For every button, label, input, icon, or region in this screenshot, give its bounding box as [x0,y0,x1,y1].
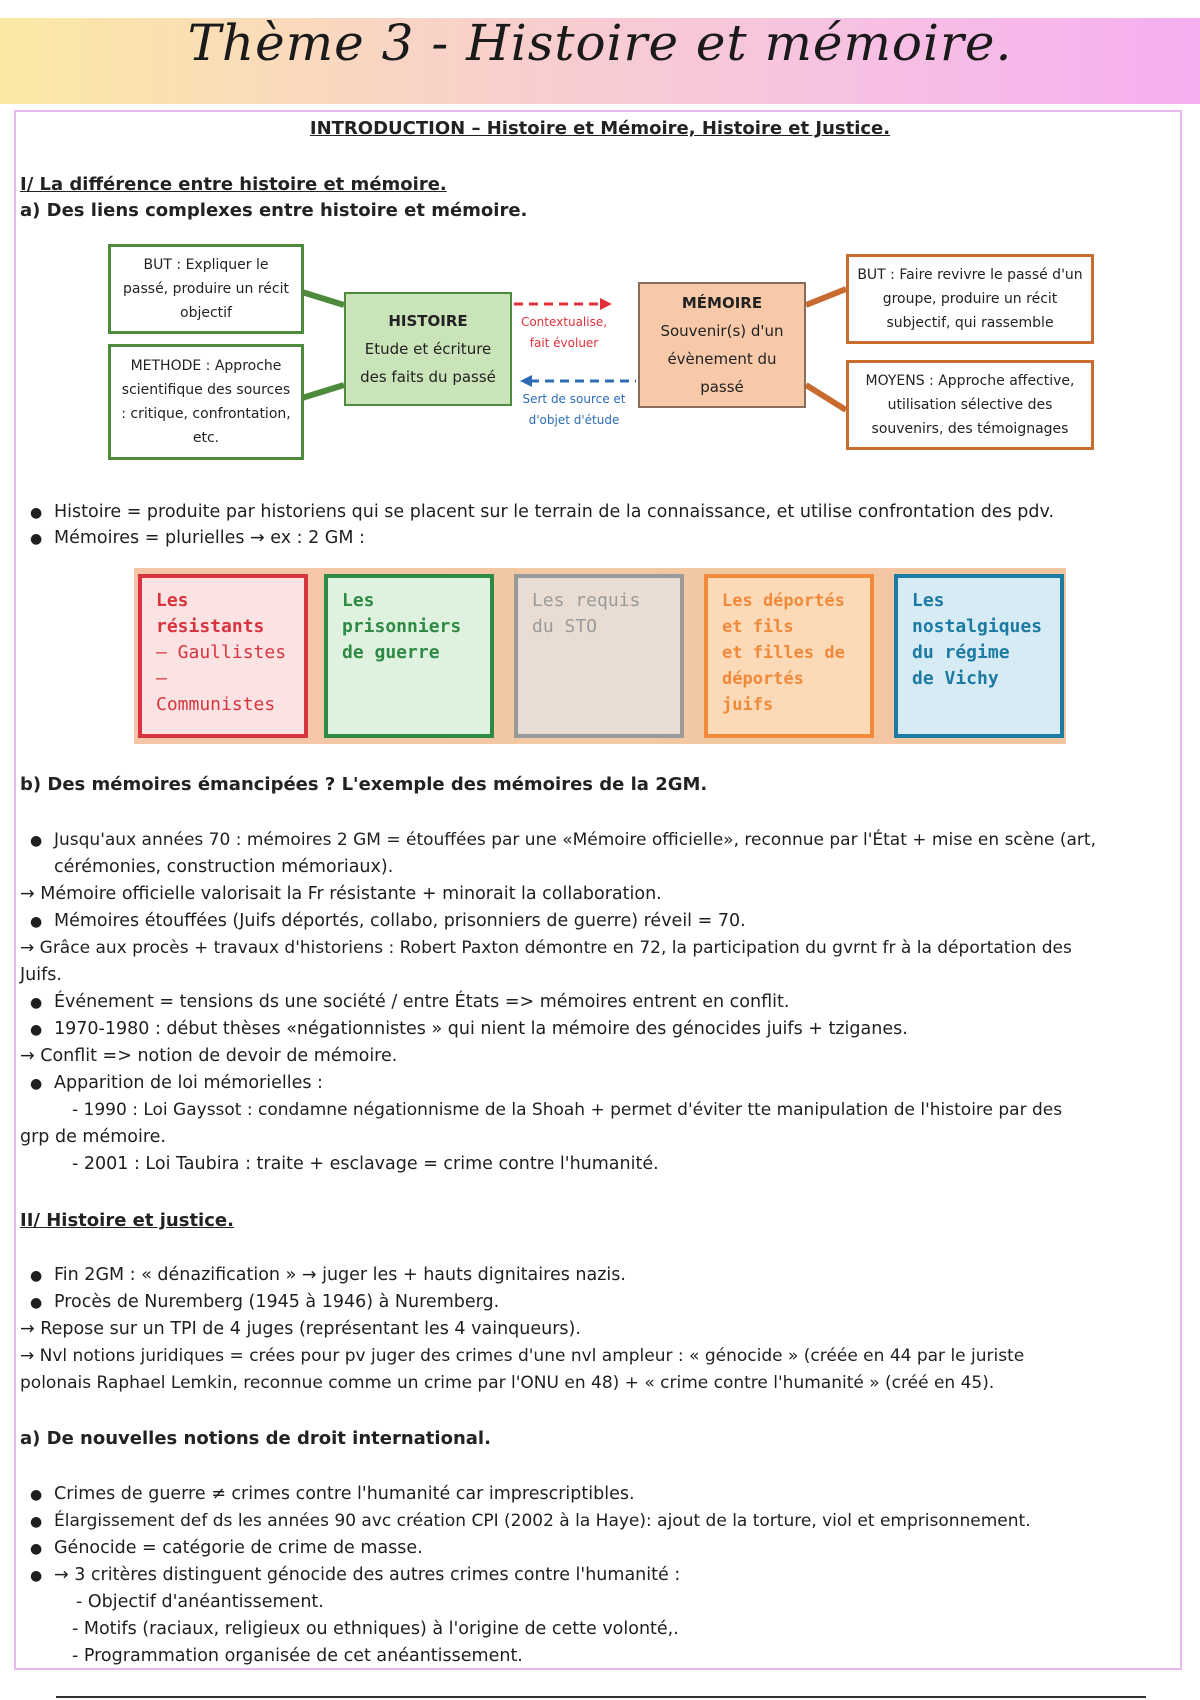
connector-but-histoire [302,292,344,305]
memory-line: nostalgiques [912,616,1043,637]
memoire-moyens-box: MOYENS : Approche affective, utilisation sélective des souvenirs, des témoignages [846,360,1094,450]
bullet-item: ● Apparition de loi mémorielles : [30,1073,323,1093]
arrow-bottom-label: Sert de source et d'objet d'étude [522,392,626,427]
text-line: - 2001 : Loi Taubira : traite + esclavage = crime contre l'humanité. [72,1154,659,1174]
bullet-item: ● Événement = tensions ds une société / entre États => mémoires entrent en conflit. [30,992,790,1012]
section-1a-heading: a) Des liens complexes entre histoire et mémoire. [20,200,528,221]
bullet-item: ● Procès de Nuremberg (1945 à 1946) à Nuremberg. [30,1292,500,1312]
arrow-top-label: Contextualise, fait évoluer [520,315,608,350]
text-line: - Objectif d'anéantissement. [76,1592,324,1612]
memoire-but-box: BUT : Faire revivre le passé d'un groupe, produire un récit subjectif, qui rassemble [846,254,1094,344]
memory-sto-box [514,574,684,738]
memory-line: du STO [532,616,598,637]
connector-memoire-moyens [806,385,846,410]
section-1b-heading: b) Des mémoires émancipées ? L'exemple des mémoires de la 2GM. [20,774,708,795]
memory-line: prisonniers [342,616,462,637]
text-line: polonais Raphael Lemkin, reconnue comme un crime par l'ONU en 48) + « crime contre l'humanité » (créé en 45). [20,1373,995,1393]
intro-heading: INTRODUCTION – Histoire et Mémoire, Histoire et Justice. [309,118,891,139]
histoire-box [344,292,512,406]
memory-line: de Vichy [912,668,999,689]
bullet-item: ● Mémoires étouffées (Juifs déportés, collabo, prisonniers de guerre) réveil = 70. [30,911,746,931]
memory-line: Les résistants [156,590,265,637]
section-2-heading: II/ Histoire et justice. [20,1210,234,1231]
text-line: - 1990 : Loi Gayssot : condamne négationnisme de la Shoah + permet d'éviter tte manipulation de l'histoire par des [72,1100,1063,1120]
memory-deportes-box [704,574,874,738]
arrow-head-right-icon [600,298,612,310]
section-2a-heading: a) De nouvelles notions de droit international. [20,1428,491,1449]
text-line: - Programmation organisée de cet anéantissement. [72,1646,523,1666]
memory-line: Les déportés [722,591,845,611]
section-1-heading: I/ La différence entre histoire et mémoire. [20,174,447,195]
memory-line: Les [912,590,945,611]
bullet-item: ● Crimes de guerre ≠ crimes contre l'humanité car imprescriptibles. [30,1484,635,1504]
memory-resistants-box [138,574,308,738]
bullet-item: ● Génocide = catégorie de crime de masse. [30,1538,423,1558]
bullet-item: ● Fin 2GM : « dénazification » → juger les + hauts dignitaires nazis. [30,1265,626,1285]
bullet-item: ● Élargissement def ds les années 90 avc création CPI (2002 à la Haye): ajout de la torture, viol et emprisonnement. [30,1511,1031,1531]
memory-line: et filles de [722,643,845,663]
bullet-item: ● Histoire = produite par historiens qui se placent sur le terrain de la connaissance, et utilise confrontation des pdv. [30,502,1055,522]
histoire-desc: Etude et écriture des faits du passé [360,340,496,386]
memory-prisonniers-box [324,574,494,738]
memory-line: Les [342,590,375,611]
histoire-methode-box: METHODE : Approche scientifique des sources : critique, confrontation, etc. [108,344,304,460]
memory-line: – Gaullistes [156,642,287,663]
memoire-box [638,282,806,408]
memory-line: de guerre [342,642,440,663]
text-line: → Grâce aux procès + travaux d'historiens : Robert Paxton démontre en 72, la participation du gvrnt fr à la déportation des [20,938,1072,958]
memory-line: déportés juifs [722,669,804,715]
connector-memoire-but [806,289,846,305]
text-line: - Motifs (raciaux, religieux ou ethniques) à l'origine de cette volonté,. [72,1619,679,1639]
memoire-desc: Souvenir(s) d'un évènement du passé [660,322,784,396]
memory-line: – Communistes [156,668,276,715]
bullet-item: ● 1970-1980 : début thèses «négationnistes » qui nient la mémoire des génocides juifs + tziganes. [30,1019,908,1039]
text-line: → Mémoire officielle valorisait la Fr résistante + minorait la collaboration. [20,884,662,904]
bottom-rule [56,1696,1146,1698]
memory-vichy-box [894,574,1064,738]
arrow-head-left-icon [520,375,532,387]
text-line: → Nvl notions juridiques = crées pour pv juger des crimes d'une nvl ampleur : « génocide » (créée en 44 par le juriste [20,1346,1025,1366]
histoire-but-box: BUT : Expliquer le passé, produire un récit objectif [108,244,304,334]
bullet-item: ● → 3 critères distinguent génocide des autres crimes contre l'humanité : [30,1565,681,1585]
bullet-item: ● Jusqu'aux années 70 : mémoires 2 GM = étouffées par une «Mémoire officielle», reconnue par l'État + mise en scène (art, [30,830,1096,850]
histoire-title: HISTOIRE [388,312,468,330]
bullet-item: ● Mémoires = plurielles → ex : 2 GM : [30,528,365,548]
connector-methode-histoire [302,385,344,398]
page-title: Thème 3 - Histoire et mémoire. [187,14,1013,72]
text-line: grp de mémoire. [20,1127,166,1147]
text-line: Juifs. [20,965,62,985]
text-line: → Conflit => notion de devoir de mémoire. [20,1046,398,1066]
memory-line: et fils [722,617,794,637]
text-line: → Repose sur un TPI de 4 juges (représentant les 4 vainqueurs). [20,1319,581,1339]
text-line: cérémonies, construction mémoriaux). [54,857,394,877]
memory-line: du régime [912,642,1010,663]
memory-line: Les requis [532,590,641,611]
memoire-title: MÉMOIRE [681,294,763,312]
